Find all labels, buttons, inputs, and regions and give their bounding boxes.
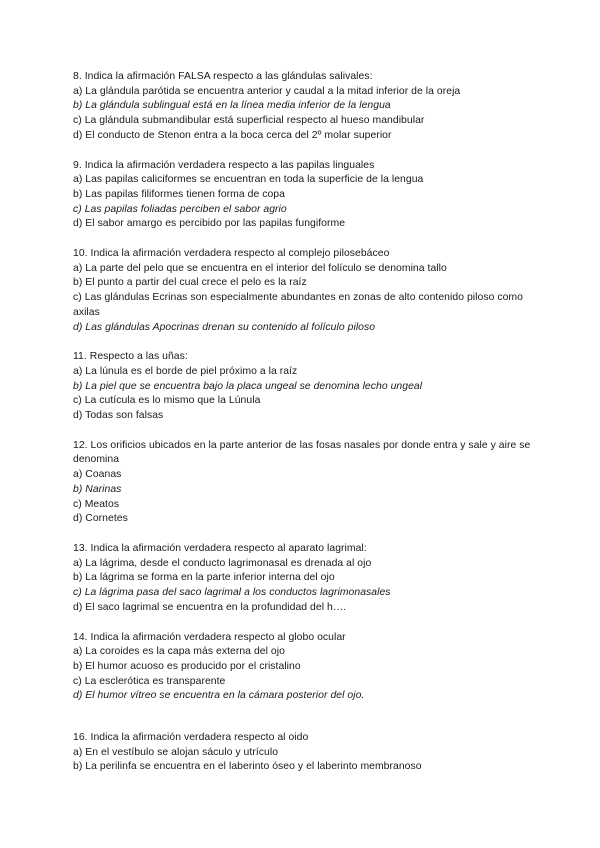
question-prompt: 16. Indica la afirmación verdadera respecto al oido bbox=[73, 732, 309, 744]
question-prompt: 11. Respecto a las uñas: bbox=[73, 351, 188, 363]
question-8 bbox=[73, 70, 543, 144]
answer-option-b: b) Las papilas filiformes tienen forma de copa bbox=[73, 188, 285, 200]
answer-option-d: d) Todas son falsas bbox=[73, 410, 164, 422]
answer-option-b: b) La perilinfa se encuentra en el laberinto óseo y el laberinto membranoso bbox=[73, 761, 422, 773]
question-prompt: 10. Indica la afirmación verdadera respecto al complejo pilosebáceo bbox=[73, 248, 390, 260]
answer-option-a: a) En el vestíbulo se alojan sáculo y utrículo bbox=[73, 746, 279, 758]
answer-option-a: a) La coroides es la capa más externa del ojo bbox=[73, 646, 285, 658]
answer-option-c-marked: c) Las papilas foliadas perciben el sabor agrio bbox=[73, 203, 287, 215]
answer-option-c: c) Meatos bbox=[73, 498, 120, 510]
answer-option-b: b) La lágrima se forma en la parte inferior interna del ojo bbox=[73, 572, 335, 584]
answer-option-d-marked: d) El humor vítreo se encuentra en la cámara posterior del ojo. bbox=[73, 690, 365, 702]
answer-option-b-marked: b) La piel que se encuentra bajo la placa ungeal se denomina lecho ungeal bbox=[73, 380, 423, 392]
answer-option-d: d) El saco lagrimal se encuentra en la profundidad del h…. bbox=[73, 601, 347, 613]
answer-option-b: b) El humor acuoso es producido por el cristalino bbox=[73, 660, 301, 672]
question-prompt: 9. Indica la afirmación verdadera respecto a las papilas linguales bbox=[73, 159, 375, 171]
question-prompt: 14. Indica la afirmación verdadera respecto al globo ocular bbox=[73, 631, 346, 643]
answer-option-b-marked: b) La glándula sublingual está en la línea media inferior de la lengua bbox=[73, 100, 391, 112]
question-10 bbox=[73, 247, 543, 335]
question-12 bbox=[73, 439, 543, 527]
question-list bbox=[73, 70, 543, 790]
answer-option-c: c) La cutícula es lo mismo que la Lúnula bbox=[73, 395, 261, 407]
answer-option-c: c) La glándula submandibular está superficial respecto al hueso mandibular bbox=[73, 115, 425, 127]
answer-option-a: a) La glándula parótida se encuentra anterior y caudal a la mitad inferior de la oreja bbox=[73, 85, 461, 97]
answer-option-a: a) La parte del pelo que se encuentra en el interior del folículo se denomina tallo bbox=[73, 262, 447, 274]
question-14 bbox=[73, 631, 543, 705]
question-prompt: 8. Indica la afirmación FALSA respecto a las glándulas salivales: bbox=[73, 71, 373, 82]
answer-option-d: d) Cornetes bbox=[73, 513, 128, 525]
answer-option-a: a) La lúnula es el borde de piel próximo a la raíz bbox=[73, 365, 298, 377]
answer-option-a: a) Las papilas caliciformes se encuentran en toda la superficie de la lengua bbox=[73, 174, 424, 186]
answer-option-d-marked: d) Las glándulas Apocrinas drenan su contenido al folículo piloso bbox=[73, 321, 376, 333]
question-16 bbox=[73, 731, 543, 775]
answer-option-d: d) El conducto de Stenon entra a la boca cerca del 2º molar superior bbox=[73, 129, 392, 141]
question-prompt: 12. Los orificios ubicados en la parte anterior de las fosas nasales por donde entra y sale y aire se denomina bbox=[73, 439, 531, 466]
answer-option-a: a) Coanas bbox=[73, 469, 122, 481]
answer-option-c-marked: c) La lágrima pasa del saco lagrimal a los conductos lagrimonasales bbox=[73, 587, 391, 599]
question-9 bbox=[73, 159, 543, 233]
answer-option-c: c) La esclerótica es transparente bbox=[73, 675, 226, 687]
question-13 bbox=[73, 542, 543, 616]
answer-option-b: b) El punto a partir del cual crece el pelo es la raíz bbox=[73, 277, 307, 289]
answer-option-d: d) El sabor amargo es percibido por las papilas fungiforme bbox=[73, 218, 346, 230]
answer-option-a: a) La lágrima, desde el conducto lagrimonasal es drenada al ojo bbox=[73, 557, 372, 569]
answer-option-b-marked: b) Narinas bbox=[73, 483, 122, 495]
answer-option-c: c) Las glándulas Ecrinas son especialmente abundantes en zonas de alto contenido piloso como axilas bbox=[73, 292, 523, 318]
question-11 bbox=[73, 350, 543, 424]
question-prompt: 13. Indica la afirmación verdadera respecto al aparato lagrimal: bbox=[73, 542, 367, 554]
